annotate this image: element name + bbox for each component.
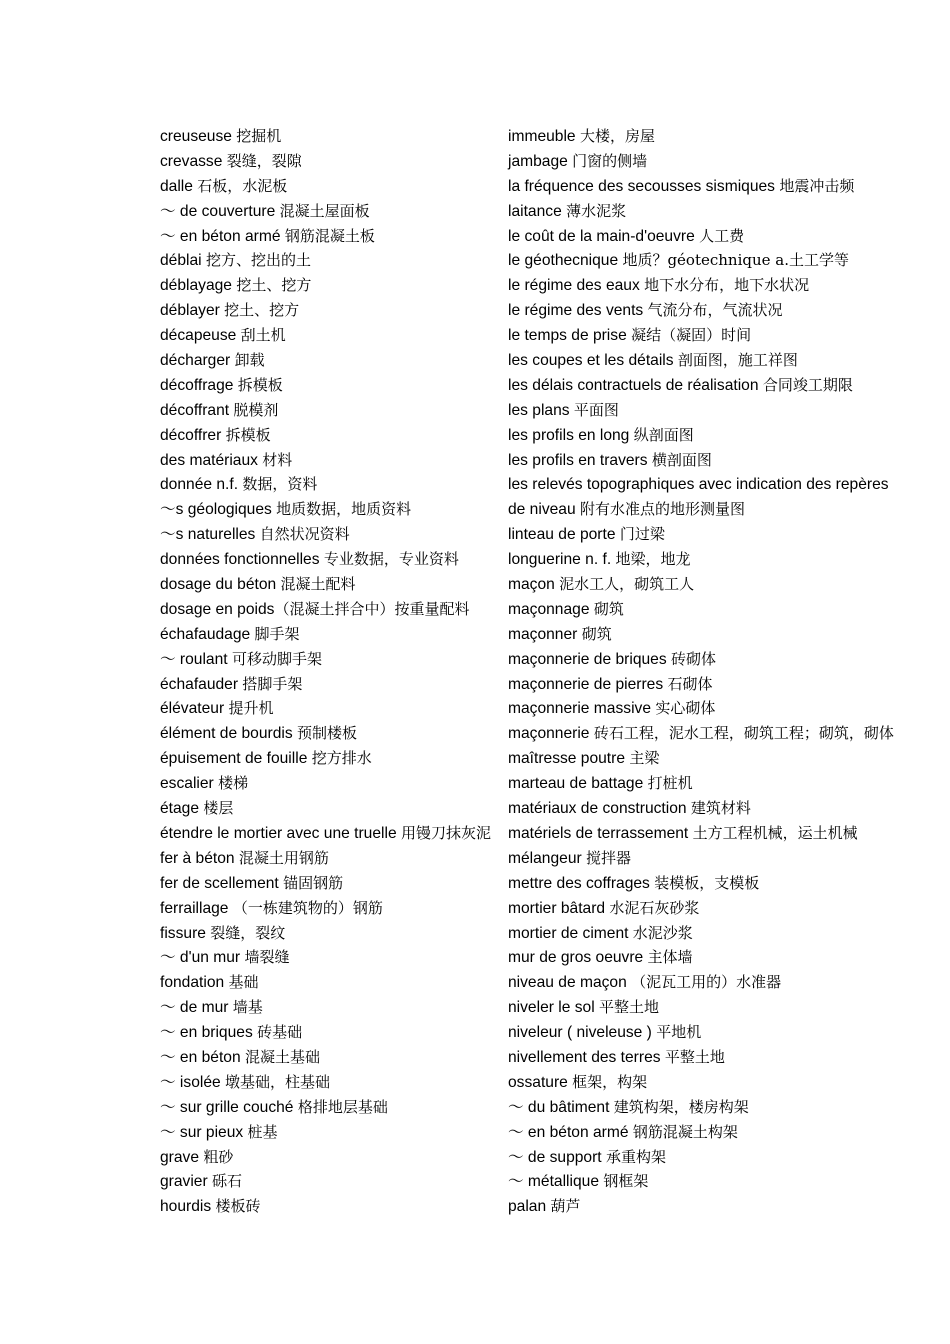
glossary-entry xyxy=(160,896,510,921)
chinese-translation: 建筑材料 xyxy=(690,799,751,818)
glossary-entry xyxy=(160,423,510,448)
french-term: maçon xyxy=(508,576,560,594)
chinese-translation: 地震冲击频 xyxy=(779,176,855,195)
glossary-column-left xyxy=(160,124,510,1219)
french-term: les délais contractuels de réalisation xyxy=(508,376,763,394)
chinese-translation: （泥瓦工用的）水准器 xyxy=(631,973,782,992)
glossary-entry xyxy=(160,522,510,547)
chinese-translation: 提升机 xyxy=(228,699,274,718)
french-term: élévateur xyxy=(160,700,229,718)
chinese-translation: 打桩机 xyxy=(647,774,693,793)
glossary-entry xyxy=(508,672,938,697)
chinese-translation: 刮土机 xyxy=(240,326,286,345)
chinese-translation: 混凝土基础 xyxy=(244,1047,320,1066)
chinese-translation: 裂缝，裂隙 xyxy=(226,151,302,170)
glossary-entry xyxy=(508,1045,938,1070)
french-term: décapeuse xyxy=(160,327,241,345)
glossary-entry xyxy=(160,273,510,298)
glossary-entry xyxy=(160,124,510,149)
french-term: épuisement de fouille xyxy=(160,750,312,768)
glossary-entry xyxy=(160,149,510,174)
chinese-translation: 砖砌体 xyxy=(670,649,716,668)
glossary-entry xyxy=(160,248,510,273)
chinese-translation: 墙裂缝 xyxy=(244,948,290,967)
chinese-translation: 实心砌体 xyxy=(655,699,716,718)
chinese-translation: 墙基 xyxy=(232,998,263,1017)
french-term: décoffrant xyxy=(160,401,234,419)
glossary-entry xyxy=(160,622,510,647)
glossary-entry xyxy=(508,472,938,497)
chinese-translation: 砌筑 xyxy=(581,624,612,643)
french-term: étage xyxy=(160,800,204,818)
chinese-translation: 附有水准点的地形测量图 xyxy=(579,500,745,519)
chinese-translation: 拆模板 xyxy=(225,425,271,444)
chinese-translation: 石板，水泥板 xyxy=(197,176,288,195)
chinese-translation: 混凝土用钢筋 xyxy=(238,848,329,867)
chinese-translation: （一栋建筑物的）钢筋 xyxy=(232,898,383,917)
glossary-entry xyxy=(160,771,510,796)
french-term: déblayer xyxy=(160,302,225,320)
french-term: les profils en long xyxy=(508,426,634,444)
glossary-entry xyxy=(160,373,510,398)
french-term: mortier bâtard xyxy=(508,899,610,917)
glossary-entry xyxy=(508,298,938,323)
glossary-entry xyxy=(508,572,938,597)
chinese-translation: 格排地层基础 xyxy=(297,1097,388,1116)
french-term: ～ en béton armé xyxy=(508,1123,633,1141)
chinese-translation: 脚手架 xyxy=(254,624,300,643)
chinese-translation: 脱模剂 xyxy=(233,400,279,419)
chinese-translation: 平整土地 xyxy=(599,998,660,1017)
chinese-translation: 门窗的侧墙 xyxy=(572,151,648,170)
glossary-entry xyxy=(160,1095,510,1120)
glossary-entry xyxy=(508,746,938,771)
french-term: les plans xyxy=(508,401,574,419)
glossary-entry xyxy=(160,199,510,224)
chinese-translation: 专业数据，专业资料 xyxy=(323,550,459,569)
chinese-translation: 门过梁 xyxy=(619,525,665,544)
glossary-entry xyxy=(508,1020,938,1045)
glossary-entry xyxy=(160,696,510,721)
french-term: les profils en travers xyxy=(508,451,652,469)
chinese-translation: 搅拌器 xyxy=(586,848,632,867)
chinese-translation: 粗砂 xyxy=(203,1147,234,1166)
glossary-entry xyxy=(508,1194,938,1219)
french-term: ～ du bâtiment xyxy=(508,1098,614,1116)
french-term: ～ de mur xyxy=(160,999,233,1017)
french-term: les relevés topographiques avec indication des repères xyxy=(508,476,889,494)
french-term: ～ isolée xyxy=(160,1073,226,1091)
glossary-entry xyxy=(508,174,938,199)
chinese-translation: 挖土、挖方 xyxy=(236,276,312,295)
glossary-entry xyxy=(508,871,938,896)
french-term: laitance xyxy=(508,202,567,220)
french-term: maçonner xyxy=(508,625,582,643)
french-term: décoffrer xyxy=(160,426,226,444)
glossary-entry xyxy=(160,1194,510,1219)
chinese-translation: 锚固钢筋 xyxy=(283,873,344,892)
chinese-translation: 挖土、挖方 xyxy=(224,301,300,320)
french-term: maçonnerie xyxy=(508,725,594,743)
french-term: longuerine n. f. xyxy=(508,551,616,569)
glossary-entry xyxy=(160,921,510,946)
glossary-entry xyxy=(160,1169,510,1194)
french-term: ～ sur pieux xyxy=(160,1123,248,1141)
french-term: dosage du béton xyxy=(160,576,281,594)
french-term: maçonnage xyxy=(508,600,594,618)
chinese-translation: 水泥沙浆 xyxy=(632,923,693,942)
chinese-translation: 挖方排水 xyxy=(311,749,372,768)
glossary-entry xyxy=(508,945,938,970)
glossary-entry xyxy=(160,721,510,746)
chinese-translation: 桩基 xyxy=(247,1122,278,1141)
french-term: ～ d'un mur xyxy=(160,949,245,967)
chinese-translation: 楼板砖 xyxy=(215,1197,261,1216)
french-term: mur de gros oeuvre xyxy=(508,949,648,967)
french-term: les coupes et les détails xyxy=(508,352,678,370)
french-term: ossature xyxy=(508,1073,573,1091)
french-term: matériaux de construction xyxy=(508,800,691,818)
french-term: le régime des vents xyxy=(508,302,648,320)
french-term: données fonctionnelles xyxy=(160,551,324,569)
french-term: dalle xyxy=(160,177,198,195)
french-term: fer à béton xyxy=(160,849,239,867)
glossary-entry xyxy=(508,970,938,995)
glossary-entry xyxy=(160,472,510,497)
french-term: hourdis xyxy=(160,1198,216,1216)
chinese-translation: 钢筋混凝土板 xyxy=(284,226,375,245)
glossary-entry xyxy=(508,821,938,846)
chinese-translation: 自然状况资料 xyxy=(259,525,350,544)
chinese-translation: 石砌体 xyxy=(667,674,713,693)
french-term: dosage en poids xyxy=(160,600,275,618)
glossary-entry xyxy=(508,721,938,746)
chinese-translation: 砾石 xyxy=(212,1172,243,1191)
chinese-translation: 横剖面图 xyxy=(651,450,712,469)
french-term: ～ métallique xyxy=(508,1173,604,1191)
chinese-translation: 挖掘机 xyxy=(236,127,282,145)
glossary-entry xyxy=(508,1145,938,1170)
glossary-entry xyxy=(508,622,938,647)
glossary-entry xyxy=(508,896,938,921)
chinese-translation: 剖面图，施工祥图 xyxy=(677,351,798,370)
french-term: maîtresse poutre xyxy=(508,750,630,768)
glossary-entry xyxy=(508,547,938,572)
french-term: fer de scellement xyxy=(160,874,284,892)
glossary-entry xyxy=(508,149,938,174)
chinese-translation: 数据，资料 xyxy=(242,475,318,494)
chinese-translation: 凝结（凝固）时间 xyxy=(631,326,752,345)
chinese-translation: 砖石工程，泥水工程，砌筑工程；砌筑，砌体 xyxy=(593,724,894,743)
glossary-entry xyxy=(508,771,938,796)
french-term: mélangeur xyxy=(508,849,587,867)
glossary-entry xyxy=(160,1070,510,1095)
french-term: ～ en béton armé xyxy=(160,227,285,245)
glossary-entry xyxy=(508,921,938,946)
chinese-translation: 拆模板 xyxy=(237,375,283,394)
french-term: maçonnerie de pierres xyxy=(508,675,668,693)
glossary-entry xyxy=(508,124,938,149)
chinese-translation: 平整土地 xyxy=(664,1047,725,1066)
chinese-translation: 平地机 xyxy=(656,1023,702,1042)
glossary-entry xyxy=(508,398,938,423)
french-term: donnée n.f. xyxy=(160,476,243,494)
glossary-entry xyxy=(160,871,510,896)
glossary-entry xyxy=(508,248,938,273)
chinese-translation: 地质？géotechnique a.土工学等 xyxy=(622,251,850,270)
chinese-translation: 搭脚手架 xyxy=(242,674,303,693)
chinese-translation: 合同竣工期限 xyxy=(762,375,853,394)
french-term: gravier xyxy=(160,1173,212,1191)
french-term: maçonnerie massive xyxy=(508,700,656,718)
chinese-translation: 土方工程机械，运土机械 xyxy=(692,823,858,842)
french-term: fondation xyxy=(160,974,229,992)
french-term: ～ roulant xyxy=(160,650,232,668)
glossary-entry xyxy=(508,323,938,348)
french-term: mortier de ciment xyxy=(508,924,633,942)
chinese-translation: 地下水分布，地下水状况 xyxy=(644,276,810,295)
french-term: échafaudage xyxy=(160,625,255,643)
french-term: nivellement des terres xyxy=(508,1048,665,1066)
french-term: ～ de couverture xyxy=(160,202,280,220)
glossary-entry xyxy=(160,572,510,597)
french-term: étendre le mortier avec une truelle xyxy=(160,824,401,842)
french-term: mettre des coffrages xyxy=(508,874,655,892)
glossary-entry xyxy=(508,448,938,473)
glossary-column-right xyxy=(508,124,938,1219)
chinese-translation: （混凝土拌合中）按重量配料 xyxy=(274,599,470,618)
french-term: déblai xyxy=(160,252,206,270)
glossary-entry xyxy=(508,1070,938,1095)
french-term: la fréquence des secousses sismiques xyxy=(508,177,780,195)
chinese-translation: 承重构架 xyxy=(605,1147,666,1166)
french-term: élément de bourdis xyxy=(160,725,297,743)
chinese-translation: 混凝土配料 xyxy=(280,575,356,594)
french-term: fissure xyxy=(160,924,211,942)
glossary-entry xyxy=(160,298,510,323)
glossary-entry xyxy=(160,846,510,871)
chinese-translation: 基础 xyxy=(228,973,259,992)
glossary-entry xyxy=(508,597,938,622)
chinese-translation: 主梁 xyxy=(629,749,660,768)
french-term: le coût de la main-d'oeuvre xyxy=(508,227,700,245)
french-term: ～ sur grille couché xyxy=(160,1098,298,1116)
glossary-entry xyxy=(508,423,938,448)
chinese-translation: 楼梯 xyxy=(218,774,249,793)
glossary-entry xyxy=(508,497,938,522)
french-term: escalier xyxy=(160,775,219,793)
glossary-entry xyxy=(508,273,938,298)
french-term: linteau de porte xyxy=(508,526,620,544)
french-term: niveau de maçon xyxy=(508,974,632,992)
french-term: matériels de terrassement xyxy=(508,824,693,842)
chinese-translation: 装模板，支模板 xyxy=(654,873,760,892)
chinese-translation: 地梁，地龙 xyxy=(615,550,691,569)
chinese-translation: 材料 xyxy=(262,450,293,469)
glossary-entry xyxy=(160,821,510,846)
glossary-entry xyxy=(508,696,938,721)
glossary-entry xyxy=(160,547,510,572)
french-term: maçonnerie de briques xyxy=(508,650,671,668)
chinese-translation: 框架，构架 xyxy=(572,1072,648,1091)
glossary-entry xyxy=(160,672,510,697)
chinese-translation: 挖方、挖出的土 xyxy=(205,251,311,270)
glossary-entry xyxy=(160,497,510,522)
chinese-translation: 泥水工人，砌筑工人 xyxy=(559,575,695,594)
chinese-translation: 可移动脚手架 xyxy=(231,649,322,668)
glossary-entry xyxy=(160,174,510,199)
chinese-translation: 薄水泥浆 xyxy=(566,201,627,220)
glossary-entry xyxy=(508,373,938,398)
glossary-entry xyxy=(160,1045,510,1070)
chinese-translation: 墩基础，柱基础 xyxy=(225,1072,331,1091)
french-term: ～ en béton xyxy=(160,1048,245,1066)
glossary-entry xyxy=(508,796,938,821)
chinese-translation: 人工费 xyxy=(699,226,745,245)
chinese-translation: 纵剖面图 xyxy=(633,425,694,444)
glossary-entry xyxy=(508,1120,938,1145)
french-term: ～ de support xyxy=(508,1148,606,1166)
glossary-entry xyxy=(160,448,510,473)
french-term: ferraillage xyxy=(160,899,233,917)
glossary-entry xyxy=(160,597,510,622)
french-term: niveleur ( niveleuse ) xyxy=(508,1024,657,1042)
glossary-entry xyxy=(160,1120,510,1145)
chinese-translation: 裂缝，裂纹 xyxy=(210,923,286,942)
french-term: marteau de battage xyxy=(508,775,648,793)
chinese-translation: 葫芦 xyxy=(550,1197,581,1216)
glossary-entry xyxy=(160,348,510,373)
french-term: échafauder xyxy=(160,675,243,693)
chinese-translation: 砌筑 xyxy=(593,599,624,618)
glossary-entry xyxy=(160,1145,510,1170)
french-term: le temps de prise xyxy=(508,327,632,345)
chinese-translation: 水泥石灰砂浆 xyxy=(609,898,700,917)
chinese-translation: 气流分布，气流状况 xyxy=(647,301,783,320)
french-term: de niveau xyxy=(508,501,580,519)
french-term: palan xyxy=(508,1198,551,1216)
glossary-entry xyxy=(508,522,938,547)
glossary-entry xyxy=(508,1095,938,1120)
glossary-entry xyxy=(160,970,510,995)
french-term: crevasse xyxy=(160,152,227,170)
french-term: le régime des eaux xyxy=(508,277,645,295)
glossary-entry xyxy=(160,746,510,771)
chinese-translation: 楼层 xyxy=(203,799,234,818)
french-term: déblayage xyxy=(160,277,237,295)
french-term: immeuble xyxy=(508,128,580,145)
glossary-entry xyxy=(508,348,938,373)
chinese-translation: 砖基础 xyxy=(257,1023,303,1042)
chinese-translation: 钢框架 xyxy=(603,1172,649,1191)
chinese-translation: 平面图 xyxy=(573,400,619,419)
french-term: décharger xyxy=(160,352,235,370)
glossary-entry xyxy=(160,647,510,672)
glossary-entry xyxy=(160,224,510,249)
glossary-entry xyxy=(508,995,938,1020)
french-term: ～s géologiques xyxy=(160,501,277,519)
glossary-entry xyxy=(508,647,938,672)
glossary-entry xyxy=(508,199,938,224)
glossary-entry xyxy=(508,224,938,249)
chinese-translation: 大楼，房屋 xyxy=(579,127,655,145)
glossary-entry xyxy=(508,846,938,871)
chinese-translation: 混凝土屋面板 xyxy=(279,201,370,220)
glossary-entry xyxy=(160,796,510,821)
glossary-entry xyxy=(160,323,510,348)
chinese-translation: 预制楼板 xyxy=(296,724,357,743)
chinese-translation: 卸载 xyxy=(234,351,265,370)
chinese-translation: 主体墙 xyxy=(647,948,693,967)
french-term: jambage xyxy=(508,152,573,170)
glossary-entry xyxy=(160,398,510,423)
glossary-entry xyxy=(160,1020,510,1045)
chinese-translation: 用镘刀抹灰泥 xyxy=(400,823,491,842)
french-term: décoffrage xyxy=(160,376,238,394)
chinese-translation: 建筑构架，楼房构架 xyxy=(613,1097,749,1116)
french-term: grave xyxy=(160,1148,204,1166)
french-term: ～ en briques xyxy=(160,1024,258,1042)
glossary-entry xyxy=(508,1169,938,1194)
french-term: des matériaux xyxy=(160,451,263,469)
french-term: le géothecnique xyxy=(508,252,623,270)
french-term: creuseuse xyxy=(160,128,237,145)
french-term: ～s naturelles xyxy=(160,526,260,544)
chinese-translation: 钢筋混凝土构架 xyxy=(632,1122,738,1141)
glossary-entry xyxy=(160,945,510,970)
french-term: niveler le sol xyxy=(508,999,600,1017)
chinese-translation: 地质数据，地质资料 xyxy=(276,500,412,519)
glossary-entry xyxy=(160,995,510,1020)
